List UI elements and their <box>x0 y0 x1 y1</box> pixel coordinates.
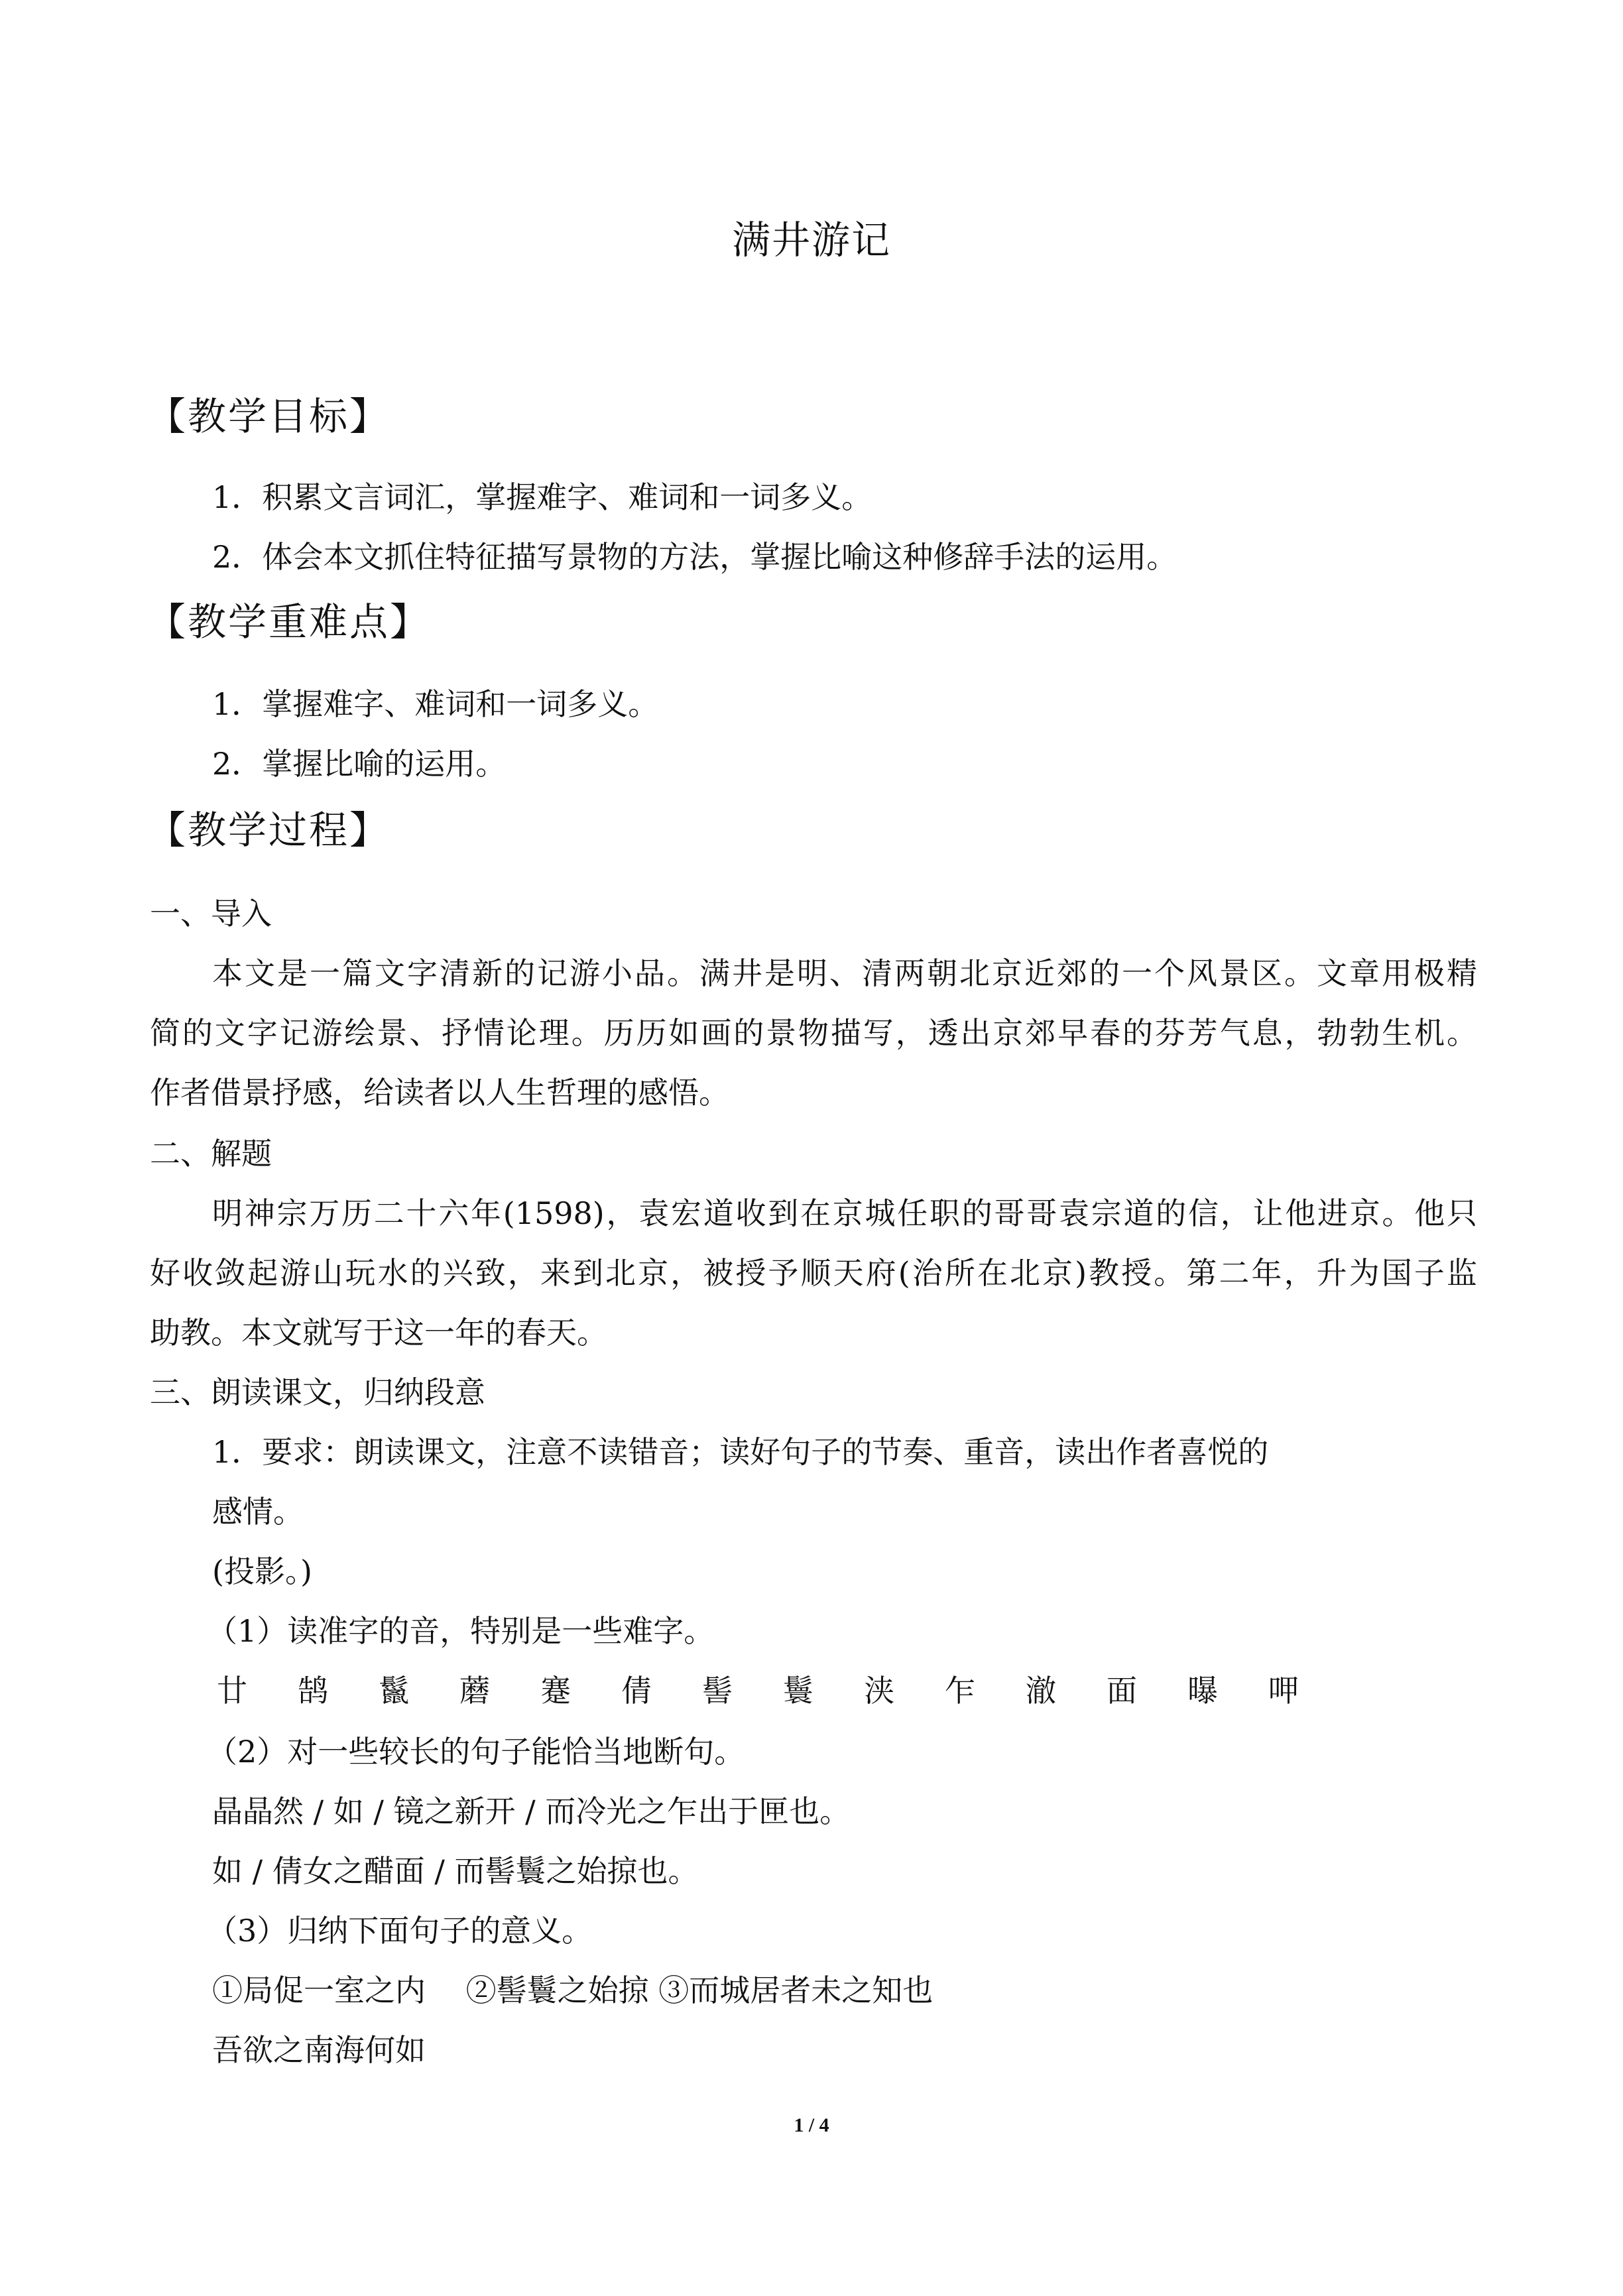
section-title-heading: 二、解题 <box>150 1136 272 1172</box>
difficult-char: 髻 <box>702 1673 733 1709</box>
difficult-char: 鹄 <box>298 1673 328 1709</box>
meaning-sentences: ①局促一室之内 ②髻鬟之始掠 ③而城居者未之知也 <box>212 1972 933 2008</box>
difficult-char: 澈 <box>1026 1673 1056 1709</box>
heading-key-points: 【教学重难点】 <box>147 599 431 644</box>
title-line-2: 好收敛起游山玩水的兴致，来到北京，被授予顺天府(治所在北京)教授。第二年，升为国子监 <box>150 1255 1477 1291</box>
objective-1: 1．积累文言词汇，掌握难字、难词和一词多义。 <box>212 479 872 515</box>
subitem-3: （3）归纳下面句子的意义。 <box>207 1913 593 1949</box>
difficult-char: 面 <box>1107 1673 1137 1709</box>
title-line-3: 助教。本文就写于这一年的春天。 <box>150 1315 607 1351</box>
intro-line-2: 简的文字记游绘景、抒情论理。历历如画的景物描写，透出京郊早春的芬芳气息，勃勃生机。 <box>150 1015 1477 1051</box>
reading-requirement-1: 1．要求：朗读课文，注意不读错音；读好句子的节奏、重音，读出作者喜悦的 <box>212 1434 1269 1470</box>
difficult-char: 曝 <box>1187 1673 1218 1709</box>
key-point-2: 2．掌握比喻的运用。 <box>212 746 507 782</box>
sentence-break-1: 晶晶然 / 如 / 镜之新开 / 而冷光之乍出于匣也。 <box>212 1793 851 1829</box>
heading-objectives: 【教学目标】 <box>147 394 391 439</box>
difficult-char: 鬟 <box>783 1673 813 1709</box>
section-intro-heading: 一、导入 <box>150 896 272 932</box>
last-line: 吾欲之南海何如 <box>212 2032 426 2068</box>
projection-note: (投影。) <box>212 1553 312 1589</box>
title-line-1: 明神宗万历二十六年(1598)，袁宏道收到在京城任职的哥哥袁宗道的信，让他进京。他只 <box>212 1195 1477 1231</box>
page-number: 1 / 4 <box>794 2114 829 2136</box>
key-point-1: 1．掌握难字、难词和一词多义。 <box>212 686 659 722</box>
document-title: 满井游记 <box>731 217 891 263</box>
difficult-characters-row <box>212 1669 1339 1712</box>
intro-line-3: 作者借景抒感，给读者以人生哲理的感悟。 <box>150 1075 729 1111</box>
difficult-char: 浃 <box>864 1673 894 1709</box>
sentence-break-2: 如 / 倩女之醋面 / 而髻鬟之始掠也。 <box>212 1853 699 1889</box>
intro-line-1: 本文是一篇文字清新的记游小品。满井是明、清两朝北京近郊的一个风景区。文章用极精 <box>212 955 1477 991</box>
objective-2: 2．体会本文抓住特征描写景物的方法，掌握比喻这种修辞手法的运用。 <box>212 539 1177 575</box>
subitem-2: （2）对一些较长的句子能恰当地断句。 <box>207 1734 745 1770</box>
reading-requirement-2: 感情。 <box>212 1494 304 1530</box>
subitem-1: （1）读准字的音，特别是一些难字。 <box>207 1613 715 1649</box>
difficult-char: 呷 <box>1268 1673 1299 1709</box>
difficult-char: 蹇 <box>540 1673 571 1709</box>
difficult-char: 蘑 <box>459 1673 490 1709</box>
difficult-char: 鬣 <box>379 1673 409 1709</box>
difficult-char: 倩 <box>621 1673 652 1709</box>
section-reading-heading: 三、朗读课文，归纳段意 <box>150 1374 485 1410</box>
difficult-char: 乍 <box>945 1673 975 1709</box>
heading-process: 【教学过程】 <box>147 808 391 853</box>
difficult-char: 廿 <box>217 1673 247 1709</box>
